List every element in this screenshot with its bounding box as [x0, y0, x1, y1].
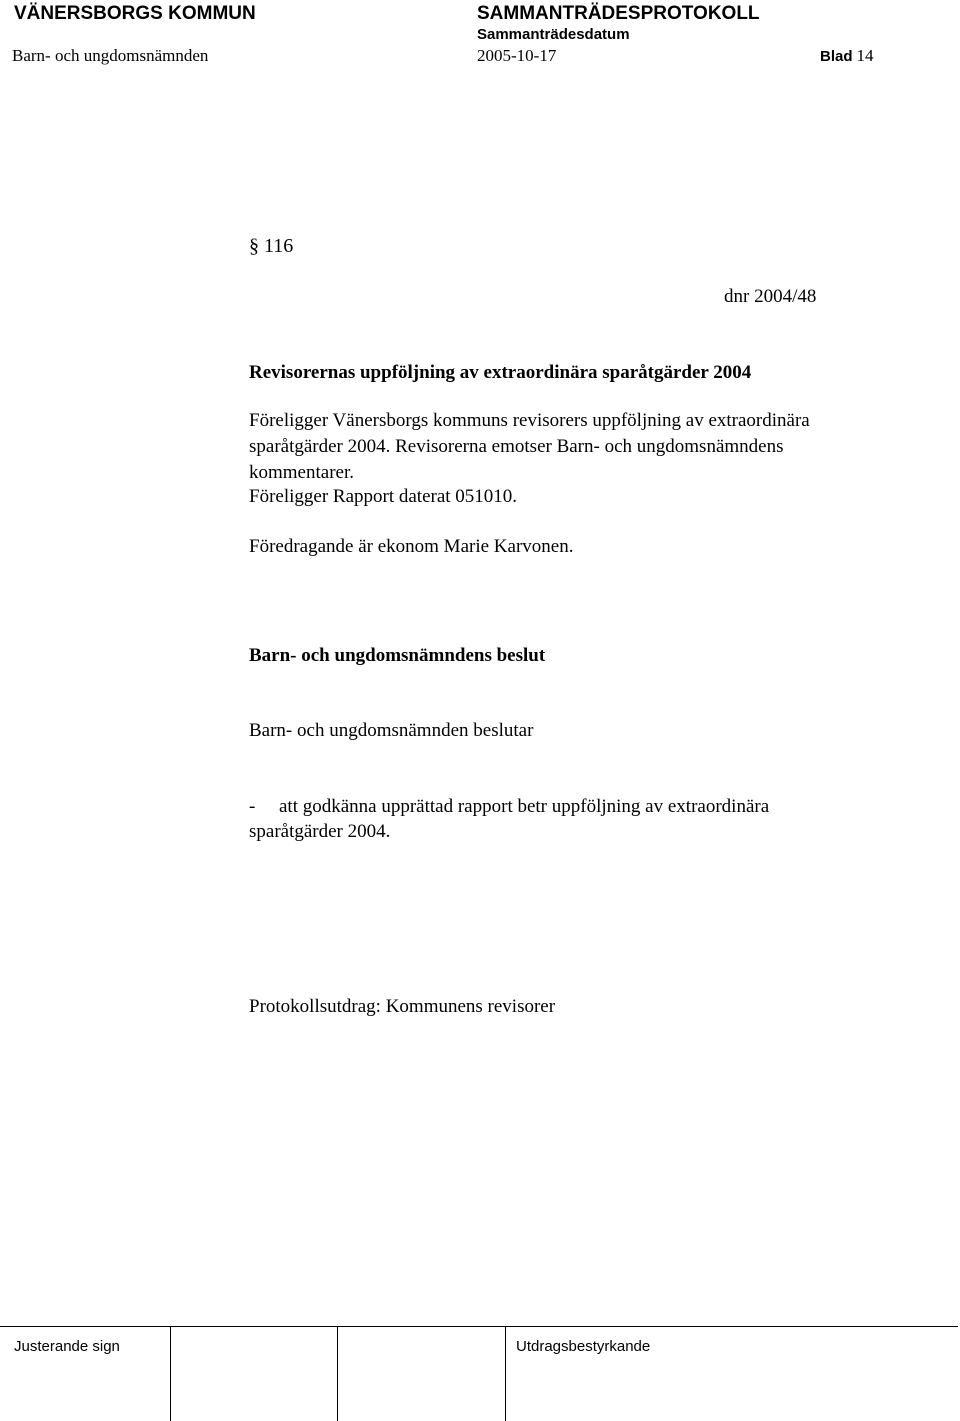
meeting-date: 2005-10-17: [477, 46, 557, 65]
decision-heading: Barn- och ungdomsnämndens beslut: [249, 645, 546, 666]
sheet-number: 14: [856, 46, 874, 65]
decision-item-line-2: sparåtgärder 2004.: [249, 821, 391, 842]
section-title: Revisorernas uppföljning av extraordinära sparåtgärder 2004: [249, 362, 752, 383]
decision-intro: Barn- och ungdomsnämnden beslutar: [249, 720, 534, 741]
diary-number: dnr 2004/48: [724, 286, 817, 307]
decision-dash: -: [249, 796, 256, 817]
paragraph-1-line-1: Föreligger Vänersborgs kommuns revisorers uppföljning av extraordinära: [249, 410, 810, 431]
paragraph-3: Föredragande är ekonom Marie Karvonen.: [249, 536, 574, 557]
footer-divider-3: [505, 1326, 506, 1421]
paragraph-1-line-2: sparåtgärder 2004. Revisorerna emotser Barn- och ungdomsnämndens: [249, 436, 784, 457]
footer-divider-2: [337, 1326, 338, 1421]
section-number: § 116: [249, 235, 294, 257]
paragraph-1-line-3: kommentarer.: [249, 462, 354, 483]
org-name: VÄNERSBORGS KOMMUN: [14, 3, 256, 24]
meeting-date-label: Sammanträdesdatum: [477, 26, 630, 43]
excerpt-recipients: Protokollsutdrag: Kommunens revisorer: [249, 996, 556, 1017]
footer-divider-1: [170, 1326, 171, 1421]
sheet-indicator: [820, 46, 874, 66]
sheet-label: Blad: [820, 48, 853, 65]
committee-name: Barn- och ungdomsnämnden: [12, 46, 209, 65]
signature-label: Justerande sign: [14, 1338, 120, 1355]
decision-item-line-1: att godkänna upprättad rapport betr uppföljning av extraordinära: [279, 796, 770, 817]
footer-top-rule: [0, 1326, 958, 1327]
document-type: SAMMANTRÄDESPROTOKOLL: [477, 3, 760, 24]
certification-label: Utdragsbestyrkande: [516, 1338, 651, 1355]
paragraph-2: Föreligger Rapport daterat 051010.: [249, 486, 518, 507]
